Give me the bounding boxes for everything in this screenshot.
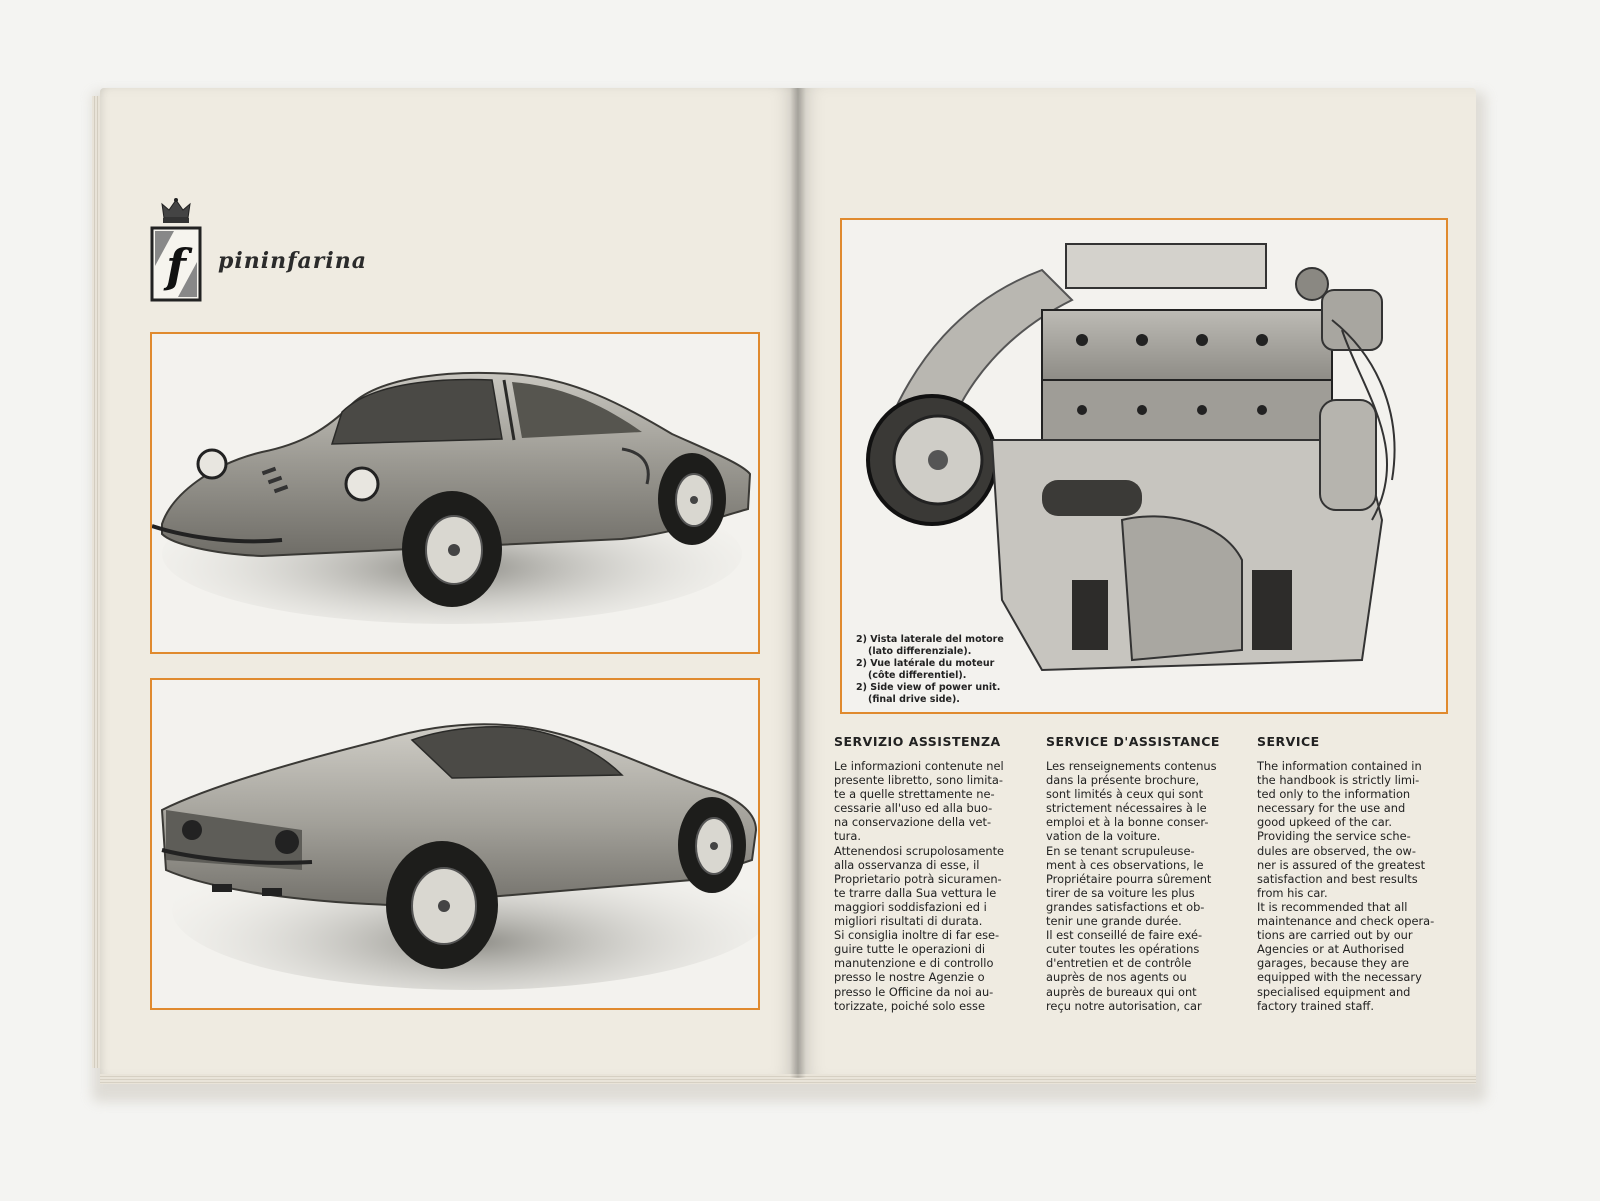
text-line: torizzate, poiché solo esse	[834, 998, 985, 1013]
crown-icon	[150, 196, 202, 304]
text-line: garages, because they are	[1257, 956, 1410, 971]
caption-line: 2) Side view of power unit.	[856, 682, 1001, 693]
caption-line: 2) Vista laterale del motore	[856, 634, 1004, 645]
text-line: d'entretien et de contrôle	[1046, 956, 1192, 971]
text-line: sont limités à ceux qui sont	[1046, 787, 1204, 802]
text-line: factory trained staff.	[1257, 998, 1374, 1013]
text-line: tenir une grande durée.	[1046, 914, 1182, 929]
text-line: Le informazioni contenute nel	[834, 759, 1004, 773]
book-page-edges-bottom	[100, 1074, 1476, 1084]
text-line: The information contained in	[1257, 759, 1422, 773]
text-line: tirer de sa voiture les plus	[1046, 885, 1195, 900]
text-line: specialised equipment and	[1257, 984, 1411, 999]
caption-line: (lato differenziale).	[868, 646, 972, 657]
emblem-letter: f	[166, 239, 186, 293]
text-line: Attenendosi scrupolosamente	[834, 843, 1005, 858]
pininfarina-wordmark: pininfarina	[218, 248, 368, 274]
text-line: reçu notre autorisation, car	[1046, 998, 1202, 1013]
text-line: grandes satisfactions et ob-	[1046, 899, 1205, 914]
text-line: dules are observed, the ow-	[1257, 843, 1416, 858]
text-line: strictement nécessaires à le	[1046, 801, 1207, 816]
text-line: good upkeed of the car.	[1257, 815, 1392, 830]
car-front-photo	[150, 332, 760, 654]
pininfarina-logo	[150, 196, 450, 306]
text-line: alla osservanza di esse, il	[834, 857, 980, 872]
text-line: cessarie all'uso ed alla buo-	[834, 801, 993, 816]
column-body	[1046, 759, 1246, 1013]
text-line: En se tenant scrupuleuse-	[1046, 843, 1195, 858]
text-line: presente libretto, sono limita-	[834, 773, 1003, 788]
text-line: necessary for the use and	[1257, 801, 1406, 816]
text-line: auprès de nos agents ou	[1046, 970, 1187, 985]
text-line: tions are carried out by our	[1257, 928, 1413, 943]
text-line: dans la présente brochure,	[1046, 773, 1200, 788]
text-line: presso le Officine da noi au-	[834, 984, 994, 999]
text-line: from his car.	[1257, 885, 1328, 900]
text-line: manutenzione e di controllo	[834, 956, 994, 971]
text-line: tura.	[834, 829, 861, 844]
text-line: Proprietario potrà sicuramen-	[834, 871, 1002, 886]
text-line: ner is assured of the greatest	[1257, 857, 1426, 872]
caption-line: 2) Vue latérale du moteur	[856, 658, 995, 669]
text-line: vation de la voiture.	[1046, 829, 1161, 844]
column-heading: SERVIZIO ASSISTENZA	[834, 734, 1001, 749]
column-italian	[834, 734, 1034, 1013]
text-line: Propriétaire pourra sûrement	[1046, 871, 1212, 886]
text-line: ment à ces observations, le	[1046, 857, 1204, 872]
column-heading: SERVICE D'ASSISTANCE	[1046, 734, 1220, 749]
text-line: satisfaction and best results	[1257, 871, 1418, 886]
text-line: presso le nostre Agenzie o	[834, 970, 985, 985]
column-heading: SERVICE	[1257, 734, 1320, 749]
column-body	[834, 759, 1034, 1013]
text-line: Il est conseillé de faire exé-	[1046, 928, 1203, 943]
text-line: te trarre dalla Sua vettura le	[834, 885, 997, 900]
text-line: auprès de bureaux qui ont	[1046, 984, 1197, 999]
text-line: Agencies or at Authorised	[1257, 942, 1405, 957]
text-line: It is recommended that all	[1257, 899, 1408, 914]
text-line: guire tutte le operazioni di	[834, 942, 986, 957]
book-gutter	[790, 88, 806, 1078]
column-french	[1046, 734, 1246, 1013]
text-line: Providing the service sche-	[1257, 829, 1411, 844]
text-line: Si consiglia inoltre di far ese-	[834, 928, 1000, 943]
text-line: equipped with the necessary	[1257, 970, 1422, 985]
text-line: ted only to the information	[1257, 787, 1411, 802]
car-rear-photo	[150, 678, 760, 1010]
text-line: emploi et à la bonne conser-	[1046, 815, 1209, 830]
text-line: na conservazione della vet-	[834, 815, 992, 830]
text-line: maggiori soddisfazioni ed i	[834, 899, 987, 914]
text-line: cuter toutes les opérations	[1046, 942, 1200, 957]
text-line: Les renseignements contenus	[1046, 759, 1217, 773]
caption-line: (final drive side).	[868, 694, 960, 705]
text-line: te a quelle strettamente ne-	[834, 787, 995, 802]
text-line: maintenance and check opera-	[1257, 914, 1435, 929]
text-line: the handbook is strictly limi-	[1257, 773, 1420, 788]
engine-caption	[856, 634, 1056, 706]
text-line: migliori risultati di durata.	[834, 914, 983, 929]
caption-line: (côte differentiel).	[868, 670, 967, 681]
column-english	[1257, 734, 1457, 1013]
column-body	[1257, 759, 1457, 1013]
